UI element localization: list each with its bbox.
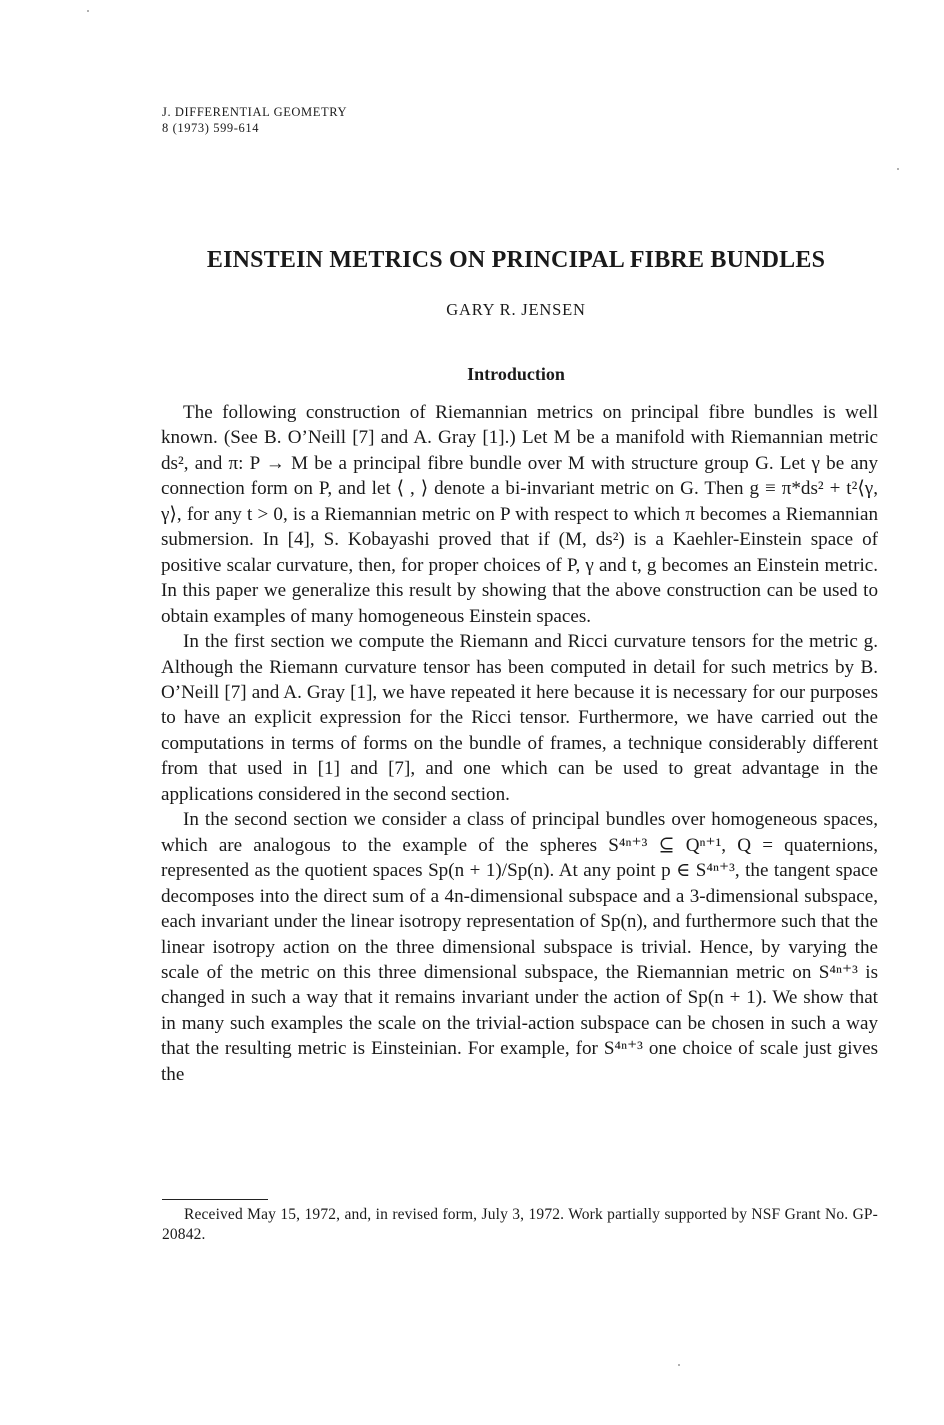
body-text [161, 400, 878, 1087]
paragraph: In the first section we compute the Riemann and Ricci curvature tensors for the metric g. Although the Riemann curvature tensor has been computed in detail for such metrics by B. O’Neill [7] and A. Gray [1], we have repeated it here because it is necessary for our purposes to have an explicit expression for the Ricci tensor. Furthermore, we have carried out the computations in terms of forms on the bundle of frames, a technique considerably different from that used in [1] and [7], and one which can be used to great advantage in the applications considered in the second section. [161, 631, 878, 805]
journal-header [162, 104, 347, 136]
scan-speck [897, 168, 899, 170]
section-heading: Introduction [467, 364, 565, 384]
footnote-divider [162, 1199, 268, 1200]
paragraph: In the second section we consider a class of principal bundles over homogeneous spaces, which are analogous to the example of the spheres S⁴ⁿ⁺³ ⊆ Qⁿ⁺¹, Q = quaternions, represented as the quotient spaces Sp(n + 1)/Sp(n). At any point p ∈ S⁴ⁿ⁺³, the tangent space decomposes into the direct sum of a 4n-dimensional subspace and a 3-dimensional subspace, each invariant under the linear isotropy representation of Sp(n), and furthermore such that the linear isotropy action on the three dimensional subspace is trivial. Hence, by varying the scale of the metric on this three dimensional subspace, the Riemannian metric on S⁴ⁿ⁺³ is changed in such a way that it remains invariant under the action of Sp(n + 1). We show that in many such examples the scale on the trivial-action subspace can be chosen in such a way that the resulting metric is Einsteinian. For example, for S⁴ⁿ⁺³ one choice of scale just gives the [161, 809, 878, 1085]
scan-speck [87, 10, 89, 12]
paragraph: The following construction of Riemannian metrics on principal fibre bundles is well known. (See B. O’Neill [7] and A. Gray [1].) Let M be a manifold with Riemannian metric ds², and π: P → M be a principal fibre bundle over M with structure group G. Let γ be any connection form on P, and let ⟨ , ⟩ denote a bi-invariant metric on G. Then g ≡ π*ds² + t²⟨γ, γ⟩, for any t > 0, is a Riemannian metric on P with respect to which π becomes a Riemannian submersion. In [4], S. Kobayashi proved that if (M, ds²) is a Kaehler-Einstein space of positive scalar curvature, then, for proper choices of P, γ and t, g becomes an Einstein metric. In this paper we generalize this result by showing that the above construction can be used to obtain examples of many homogeneous Einstein spaces. [161, 402, 878, 627]
footnote [162, 1205, 878, 1245]
footnote-text: Received May 15, 1972, and, in revised form, July 3, 1972. Work partially supported by NSF Grant No. GP-20842. [162, 1206, 878, 1243]
article-author: GARY R. JENSEN [446, 300, 586, 319]
journal-volume-pages: 8 (1973) 599-614 [162, 121, 260, 135]
journal-name: J. DIFFERENTIAL GEOMETRY [162, 105, 348, 119]
article-title: EINSTEIN METRICS ON PRINCIPAL FIBRE BUNDLES [206, 247, 826, 273]
scan-speck [678, 1364, 680, 1366]
